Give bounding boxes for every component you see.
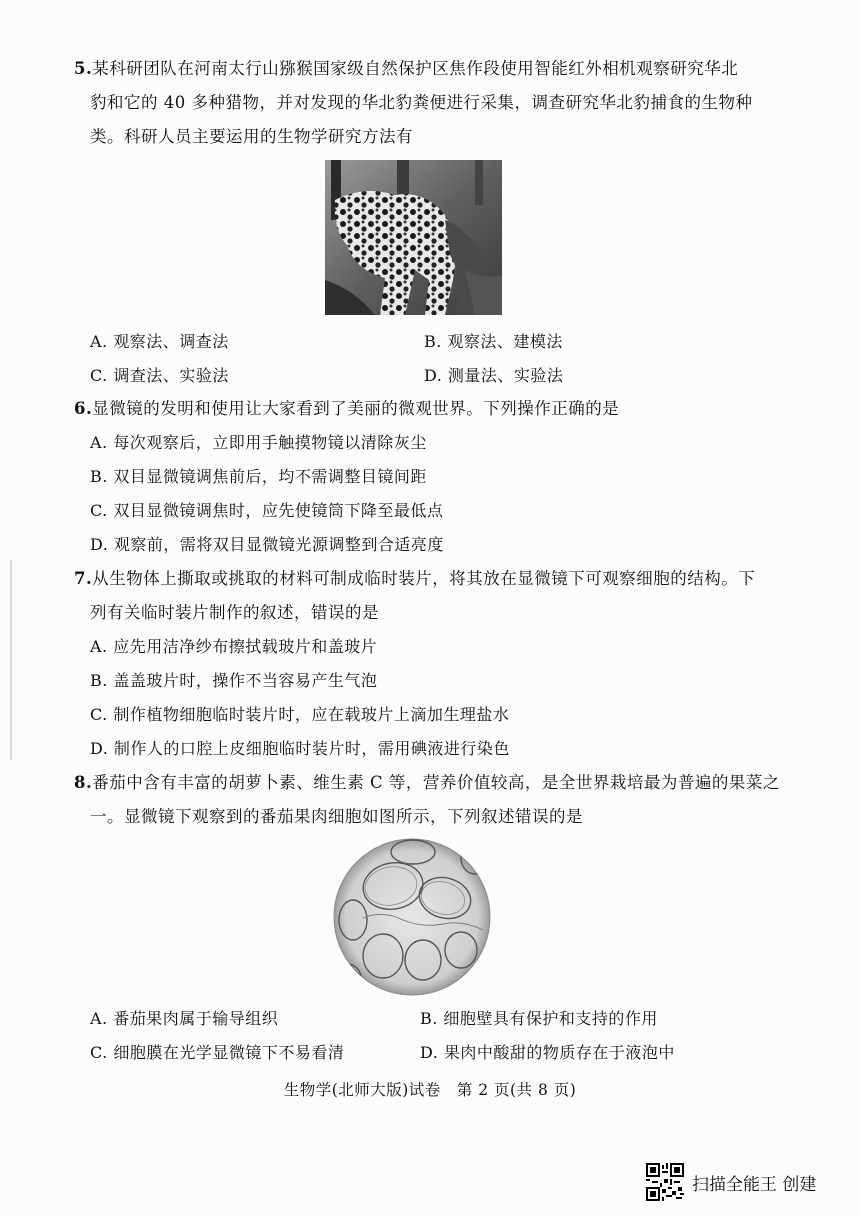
question-5 xyxy=(74,52,774,154)
question-8-option-d: D. 果肉中酸甜的物质存在于液泡中 xyxy=(420,1043,675,1062)
scanner-watermark xyxy=(646,1162,816,1202)
question-8-line-2: 一。显微镜下观察到的番茄果肉细胞如图所示，下列叙述错误的是 xyxy=(90,807,583,826)
tomato-cells-micrograph xyxy=(333,838,491,996)
qr-code-icon xyxy=(646,1163,684,1201)
question-5-line-2: 豹和它的 40 多种猎物，并对发现的华北豹粪便进行采集，调查研究华北豹捕食的生物种 xyxy=(90,93,753,112)
question-7-line-2: 列有关临时装片制作的叙述，错误的是 xyxy=(90,603,379,622)
question-7-option-a: A. 应先用洁净纱布擦拭载玻片和盖玻片 xyxy=(90,637,378,656)
question-5-option-c: C. 调查法、实验法 xyxy=(90,366,229,385)
question-5-number: 5. xyxy=(74,59,93,78)
question-6 xyxy=(74,392,774,426)
binding-margin-line xyxy=(10,560,12,760)
question-6-line-1: 6.显微镜的发明和使用让大家看到了美丽的微观世界。下列操作正确的是 xyxy=(74,399,620,418)
question-8-number: 8. xyxy=(74,773,93,792)
question-8-option-b: B. 细胞壁具有保护和支持的作用 xyxy=(420,1009,658,1028)
question-6-option-c: C. 双目显微镜调焦时，应先使镜筒下降至最低点 xyxy=(90,501,444,520)
question-7-option-b: B. 盖盖玻片时，操作不当容易产生气泡 xyxy=(90,671,378,690)
question-8-option-c: C. 细胞膜在光学显微镜下不易看清 xyxy=(90,1043,345,1062)
leopard-photo-illustration xyxy=(325,160,502,315)
question-8-line-1: 8.番茄中含有丰富的胡萝卜素、维生素 C 等，营养价值较高，是全世界栽培最为普遍的果菜之 xyxy=(74,773,780,792)
question-8-option-a: A. 番茄果肉属于输导组织 xyxy=(90,1009,279,1028)
question-5-option-b: B. 观察法、建模法 xyxy=(424,332,563,351)
question-5-option-d: D. 测量法、实验法 xyxy=(424,366,564,385)
question-7-option-c: C. 制作植物细胞临时装片时，应在载玻片上滴加生理盐水 xyxy=(90,705,510,724)
question-6-option-d: D. 观察前，需将双目显微镜光源调整到合适亮度 xyxy=(90,535,444,554)
question-6-option-a: A. 每次观察后，立即用手触摸物镜以清除灰尘 xyxy=(90,433,427,452)
leopard-photo xyxy=(325,160,502,315)
question-7 xyxy=(74,562,774,630)
question-7-number: 7. xyxy=(74,569,93,588)
question-5-option-a: A. 观察法、调查法 xyxy=(90,332,229,351)
page-footer: 生物学(北师大版)试卷 第 2 页(共 8 页) xyxy=(283,1081,577,1099)
question-6-option-b: B. 双目显微镜调焦前后，均不需调整目镜间距 xyxy=(90,467,427,486)
scanner-label: 扫描全能王 创建 xyxy=(692,1174,817,1195)
question-5-line-1: 5.某科研团队在河南太行山猕猴国家级自然保护区焦作段使用智能红外相机观察研究华北 xyxy=(74,59,739,78)
question-7-option-d: D. 制作人的口腔上皮细胞临时装片时，需用碘液进行染色 xyxy=(90,739,510,758)
tomato-cells-illustration xyxy=(333,838,491,996)
question-6-number: 6. xyxy=(74,399,93,418)
question-5-line-3: 类。科研人员主要运用的生物学研究方法有 xyxy=(90,127,413,146)
question-8 xyxy=(74,766,780,834)
question-7-line-1: 7.从生物体上撕取或挑取的材料可制成临时装片，将其放在显微镜下可观察细胞的结构。下 xyxy=(74,569,756,588)
